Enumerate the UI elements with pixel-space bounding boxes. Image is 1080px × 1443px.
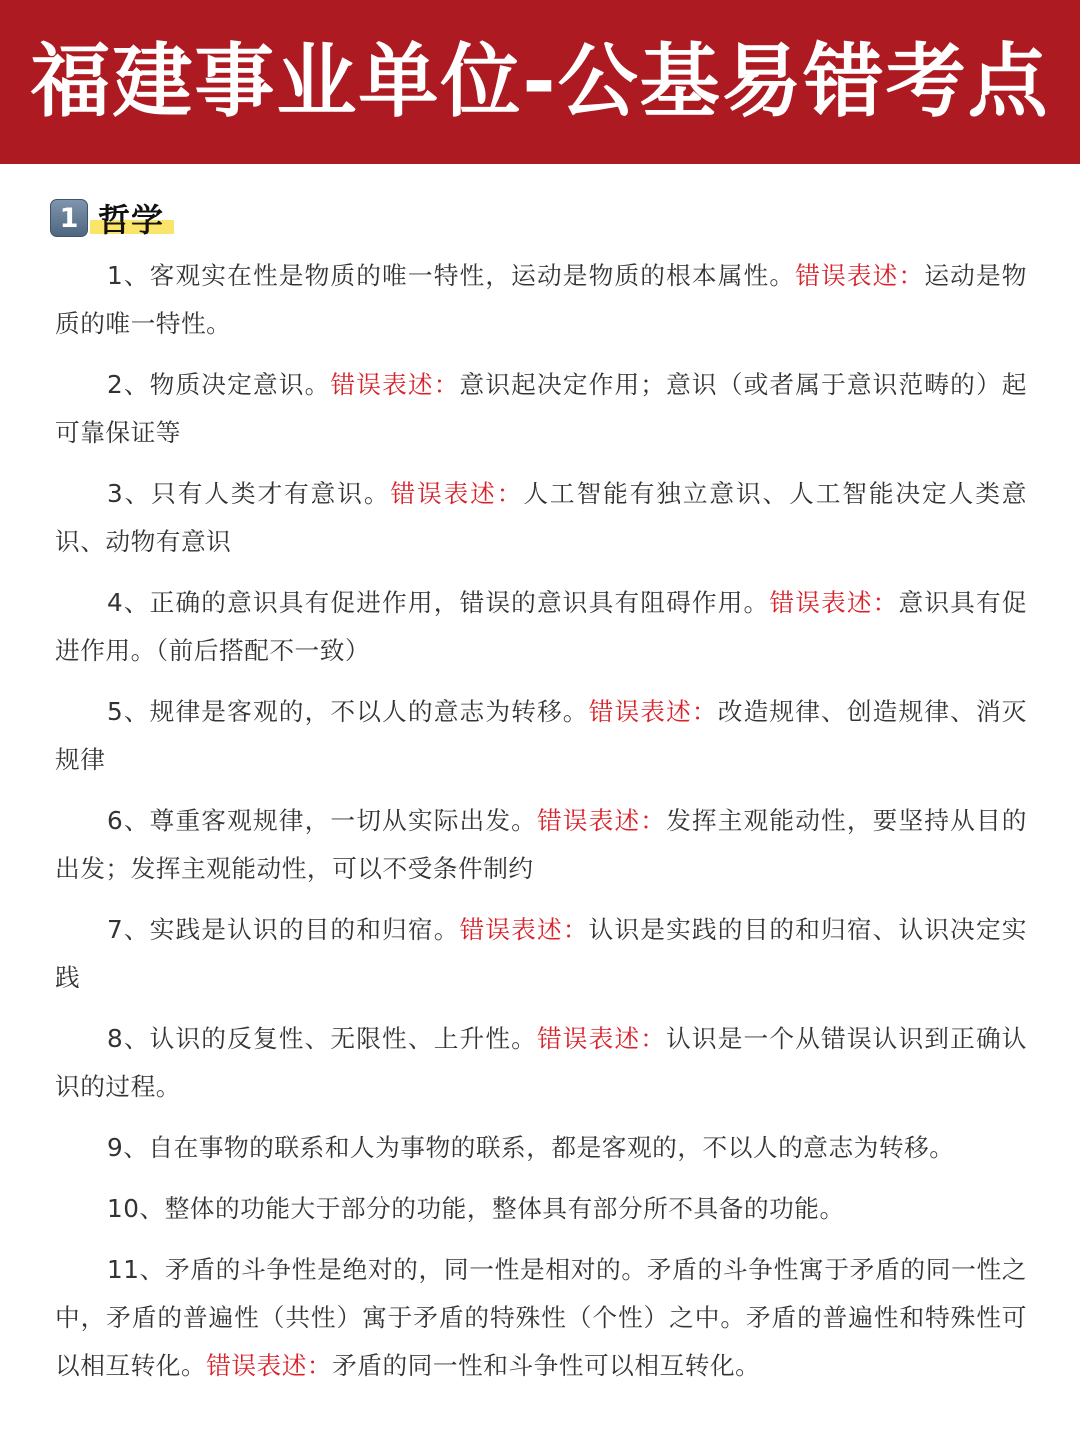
item-statement: 1、客观实在性是物质的唯一特性，运动是物质的根本属性。: [107, 261, 796, 290]
wrong-statement: 人工智能有独立意识、人工智能决定人类意识、动物有意识: [55, 479, 1027, 556]
title-banner: [0, 0, 1080, 164]
list-item: [55, 1185, 1027, 1233]
section-header: [50, 196, 164, 240]
wrong-label: 错误表述：: [459, 915, 589, 944]
wrong-label: 错误表述：: [390, 479, 524, 508]
item-statement: 6、尊重客观规律，一切从实际出发。: [107, 806, 537, 835]
wrong-statement: 认识是实践的目的和归宿、认识决定实践: [55, 915, 1027, 992]
wrong-statement: 矛盾的同一性和斗争性可以相互转化。: [332, 1351, 761, 1380]
wrong-label: 错误表述：: [206, 1351, 333, 1380]
item-statement: 3、只有人类才有意识。: [107, 479, 391, 508]
wrong-label: 错误表述：: [769, 588, 899, 617]
list-item: [55, 797, 1027, 893]
page-title: 福建事业单位-公基易错考点: [30, 35, 1050, 128]
wrong-label: 错误表述：: [588, 697, 718, 726]
wrong-label: 错误表述：: [536, 1024, 667, 1053]
list-item: [55, 1124, 1027, 1172]
item-statement: 2、物质决定意识。: [107, 370, 331, 399]
item-list: [55, 252, 1027, 1403]
wrong-statement: 意识具有促进作用。（前后搭配不一致）: [55, 588, 1027, 665]
wrong-label: 错误表述：: [795, 261, 925, 290]
list-item: [55, 470, 1027, 566]
item-statement: 7、实践是认识的目的和归宿。: [107, 915, 460, 944]
item-statement: 4、正确的意识具有促进作用，错误的意识具有阻碍作用。: [107, 588, 770, 617]
wrong-statement: 认识是一个从错误认识到正确认识的过程。: [55, 1024, 1027, 1101]
wrong-statement: 意识起决定作用；意识（或者属于意识范畴的）起可靠保证等: [55, 370, 1027, 447]
item-statement: 10、整体的功能大于部分的功能，整体具有部分所不具备的功能。: [107, 1194, 845, 1223]
wrong-label: 错误表述：: [536, 806, 667, 835]
section-title-wrap: [98, 196, 164, 240]
number-one-icon: 1: [50, 199, 88, 237]
wrong-statement: 运动是物质的唯一特性。: [55, 261, 1027, 338]
wrong-label: 错误表述：: [330, 370, 460, 399]
wrong-statement: 改造规律、创造规律、消灭规律: [55, 697, 1027, 774]
wrong-statement: 发挥主观能动性，要坚持从目的出发；发挥主观能动性，可以不受条件制约: [55, 806, 1027, 883]
list-item: [55, 252, 1027, 348]
item-statement: 11、矛盾的斗争性是绝对的，同一性是相对的。矛盾的斗争性寓于矛盾的同一性之中，矛盾的普遍性（共性）寓于矛盾的特殊性（个性）之中。矛盾的普遍性和特殊性可以相互转化。: [55, 1255, 1027, 1380]
item-statement: 5、规律是客观的，不以人的意志为转移。: [107, 697, 589, 726]
list-item: [55, 361, 1027, 457]
item-statement: 8、认识的反复性、无限性、上升性。: [107, 1024, 537, 1053]
list-item: [55, 688, 1027, 784]
list-item: [55, 1015, 1027, 1111]
item-statement: 9、自在事物的联系和人为事物的联系，都是客观的，不以人的意志为转移。: [107, 1133, 955, 1162]
section-title: 哲学: [98, 201, 165, 239]
list-item: [55, 1246, 1027, 1390]
list-item: [55, 906, 1027, 1002]
list-item: [55, 579, 1027, 675]
